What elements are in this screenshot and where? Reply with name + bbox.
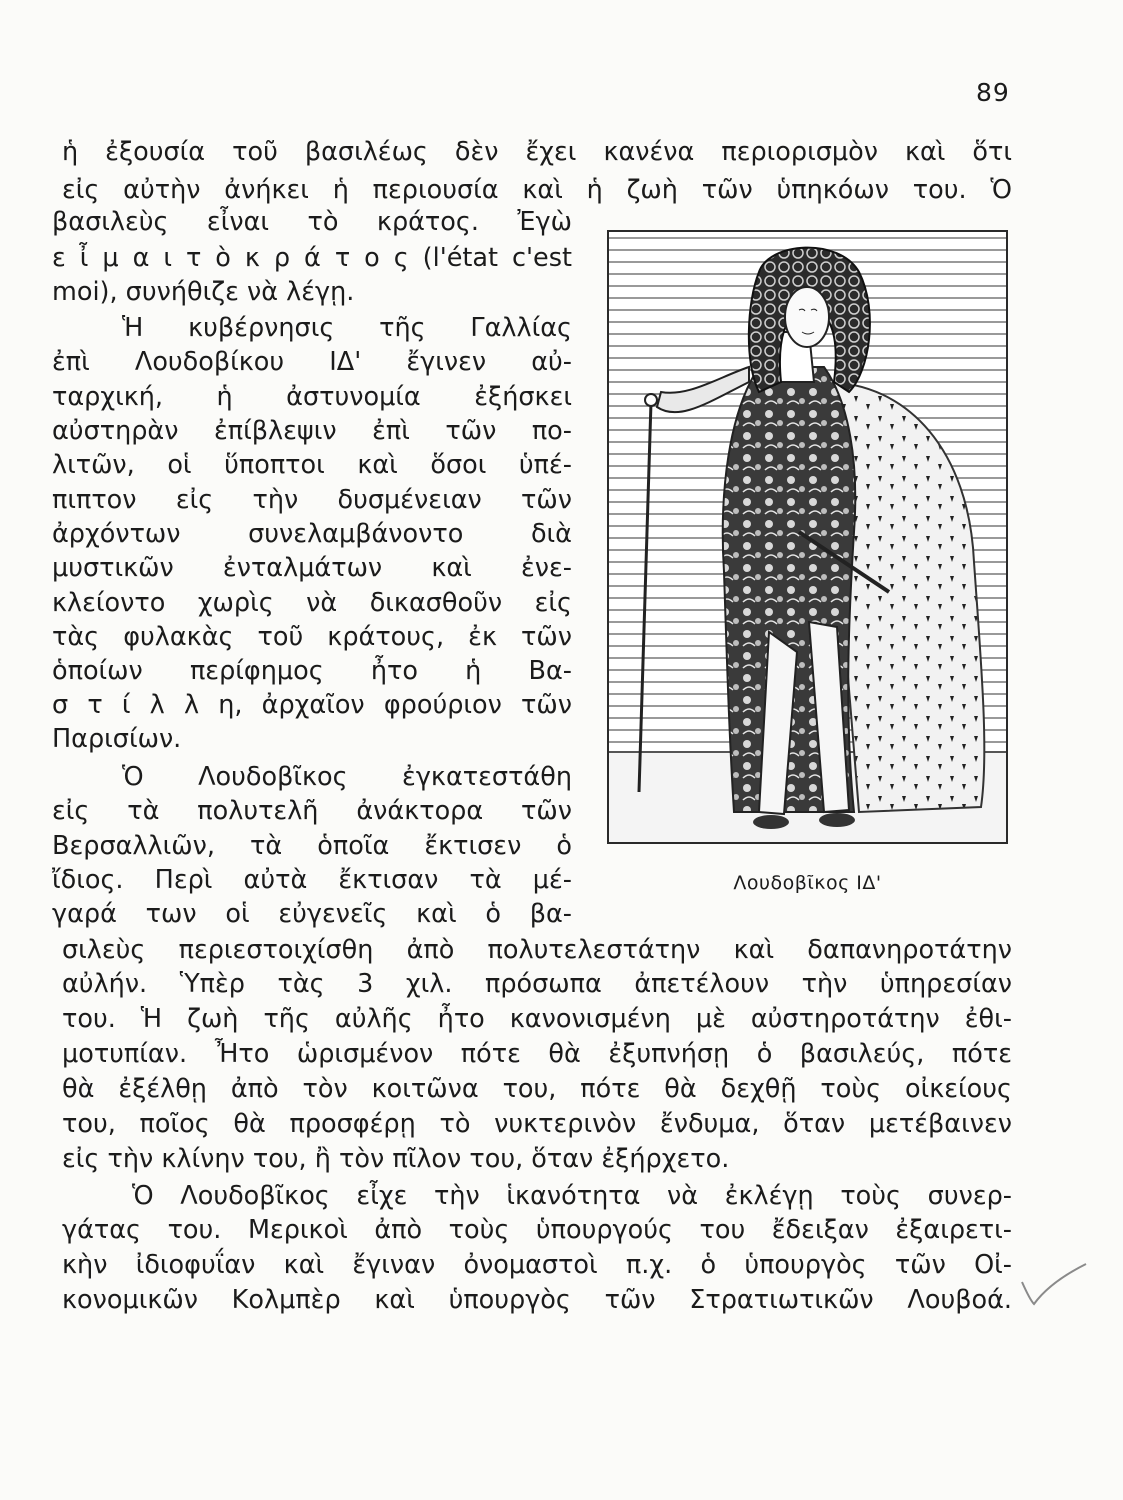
paragraph-start: Ὁ Λουδοβῖκος εἶχε τὴν ἱκανότητα νὰ ἐκλέγῃ τοὺς συνερ- xyxy=(132,1181,1012,1211)
text-line: κονομικῶν Κολμπὲρ καὶ ὑπουργὸς τῶν Στρατιωτικῶν Λουβοά. xyxy=(62,1285,1012,1315)
text-line: ταρχική, ἡ ἀστυνομία ἐξήσκει xyxy=(52,382,572,412)
text-line: ὁποίων περίφημος ἦτο ἡ Βα- xyxy=(52,656,572,686)
text-line: ἴδιος. Περὶ αὐτὰ ἔκτισαν τὰ μέ- xyxy=(52,865,572,895)
text-line: ἀρχόντων συνελαμβάνοντο διὰ xyxy=(52,519,572,549)
text-line: κὴν ἰδιοφυΐαν καὶ ἔγιναν ὀνομαστοὶ π.χ. ὁ ὑπουργὸς τῶν Οἰ- xyxy=(62,1250,1012,1280)
text-line: μυστικῶν ἐνταλμάτων καὶ ἐνε- xyxy=(52,553,572,583)
text-line: ε ἶ μ α ι τ ὸ κ ρ ά τ ο ς (l'état c'est xyxy=(52,243,572,273)
text-line: ἐπὶ Λουδοβίκου ΙΔ' ἔγινεν αὐ- xyxy=(52,347,572,377)
text-line: σ τ ί λ λ η, ἀρχαῖον φρούριον τῶν xyxy=(52,690,572,720)
text-line: του, ποῖος θὰ προσφέρῃ τὸ νυκτερινὸν ἔνδυμα, ὅταν μετέβαινεν xyxy=(62,1109,1012,1139)
text-line: πιπτον εἰς τὴν δυσμένειαν τῶν xyxy=(52,485,572,515)
text-line: εἰς τὰ πολυτελῆ ἀνάκτορα τῶν xyxy=(52,796,572,826)
text-line: ἡ ἐξουσία τοῦ βασιλέως δὲν ἔχει κανένα περιορισμὸν καὶ ὅτι xyxy=(62,137,1012,167)
text-line: τὰς φυλακὰς τοῦ κράτους, ἐκ τῶν xyxy=(52,622,572,652)
text-line: βασιλεὺς εἶναι τὸ κράτος. Ἐγὼ xyxy=(52,207,572,237)
portrait-figure xyxy=(607,230,1008,844)
text-line: Βερσαλλιῶν, τὰ ὁποῖα ἔκτισεν ὁ xyxy=(52,831,572,861)
portrait-illustration xyxy=(609,232,1006,842)
text-line: αὐλήν. Ὑπὲρ τὰς 3 χιλ. πρόσωπα ἀπετέλουν τὴν ὑπηρεσίαν xyxy=(62,969,1012,999)
text-line: μοτυπίαν. Ἦτο ὡρισμένον πότε θὰ ἐξυπνήσῃ ὁ βασιλεύς, πότε xyxy=(62,1039,1012,1069)
text-line: εἰς αὐτὴν ἀνήκει ἡ περιουσία καὶ ἡ ζωὴ τῶν ὑπηκόων του. Ὁ xyxy=(62,175,1012,205)
text-line: moi), συνήθιζε νὰ λέγῃ. xyxy=(52,277,355,307)
text-line: γαρά των οἱ εὐγενεῖς καὶ ὁ βα- xyxy=(52,899,572,929)
paragraph-start: Ἡ κυβέρνησις τῆς Γαλλίας xyxy=(122,313,572,343)
figure-caption: Λουδοβῖκος ΙΔ' xyxy=(733,872,882,894)
text-line: κλείοντο χωρὶς νὰ δικασθοῦν εἰς xyxy=(52,588,572,618)
pencil-check-mark xyxy=(1020,1262,1090,1322)
text-line: λιτῶν, οἱ ὕποπτοι καὶ ὅσοι ὑπέ- xyxy=(52,450,572,480)
text-line: του. Ἡ ζωὴ τῆς αὐλῆς ἦτο κανονισμένη μὲ αὐστηροτάτην ἐθι- xyxy=(62,1004,1012,1034)
paragraph-start: Ὁ Λουδοβῖκος ἐγκατεστάθη xyxy=(122,762,572,792)
text-line: γάτας του. Μερικοὶ ἀπὸ τοὺς ὑπουργούς του ἔδειξαν ἐξαιρετι- xyxy=(62,1215,1012,1245)
text-line: θὰ ἐξέλθῃ ἀπὸ τὸν κοιτῶνα του, πότε θὰ δεχθῇ τοὺς οἰκείους xyxy=(62,1074,1012,1104)
text-line: εἰς τὴν κλίνην του, ἢ τὸν πῖλον του, ὅταν ἐξήρχετο. xyxy=(62,1144,730,1174)
page-number: 89 xyxy=(976,78,1010,107)
text-line: αὐστηρὰν ἐπίβλεψιν ἐπὶ τῶν πο- xyxy=(52,416,572,446)
text-line: Παρισίων. xyxy=(52,724,182,754)
text-line: σιλεὺς περιεστοιχίσθη ἀπὸ πολυτελεστάτην καὶ δαπανηροτάτην xyxy=(62,935,1012,965)
